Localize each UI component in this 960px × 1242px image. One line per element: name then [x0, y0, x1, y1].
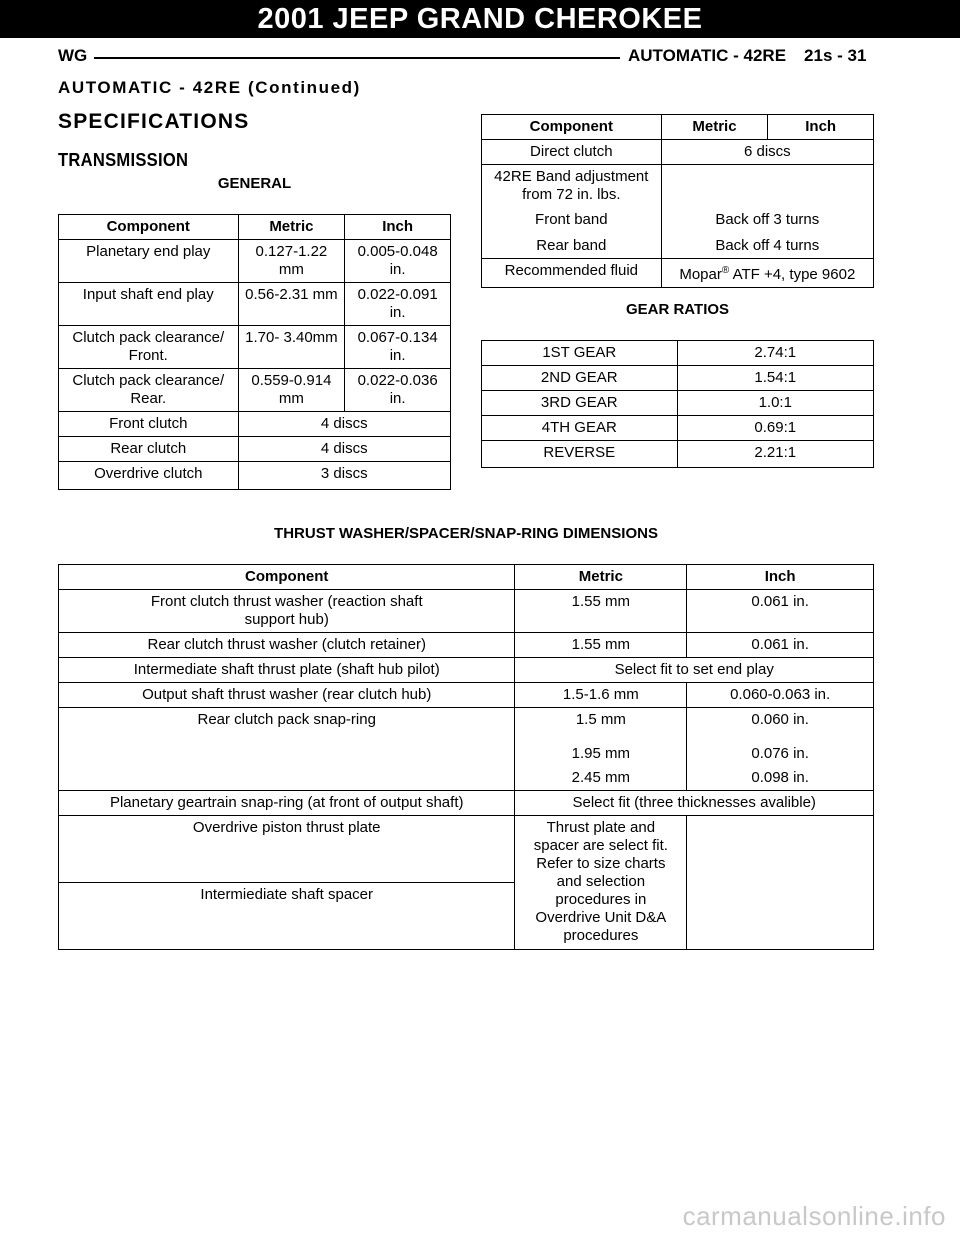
- table-row: [482, 391, 874, 416]
- cell-component: Rear clutch: [59, 437, 239, 462]
- cell-metric: 0.56-2.31 mm: [238, 283, 345, 326]
- cell-metric: 0.559-0.914 mm: [238, 369, 345, 412]
- cell-inch: 0.005-0.048 in.: [345, 240, 451, 283]
- cell-component: Front band: [482, 207, 662, 232]
- cell-inch: 0.061 in.: [687, 633, 874, 658]
- registered-mark: ®: [721, 265, 730, 276]
- cell-component: Output shaft thrust washer (rear clutch hub): [59, 683, 515, 708]
- table-row: [59, 240, 451, 283]
- thrust-table: [58, 564, 874, 950]
- cell-metric: 0.127-1.22 mm: [238, 240, 345, 283]
- cell-component: Rear band: [482, 232, 662, 259]
- general-table: [58, 214, 451, 490]
- cell-value: 3 discs: [238, 462, 450, 490]
- cell-gear: 3RD GEAR: [482, 391, 678, 416]
- table-row: [59, 658, 874, 683]
- cell-component: Overdrive piston thrust plate: [59, 816, 515, 883]
- cell-metric: 1.55 mm: [515, 633, 687, 658]
- header-component: Component: [482, 115, 662, 140]
- cell-ratio: 2.74:1: [677, 341, 873, 366]
- header-inch: Inch: [687, 565, 874, 590]
- header-section-title: AUTOMATIC - 42RE: [628, 46, 787, 65]
- watermark: carmanualsonline.info: [682, 1201, 946, 1231]
- fluid-spec: ATF +4, type 9602: [729, 266, 856, 283]
- thrust-caption: THRUST WASHER/SPACER/SNAP-RING DIMENSIONS: [274, 525, 658, 542]
- table-header-row: [59, 215, 451, 240]
- cell-gear: 4TH GEAR: [482, 416, 678, 441]
- cell-component: Clutch pack clearance/ Rear.: [59, 369, 239, 412]
- cell-component: Clutch pack clearance/ Front.: [59, 326, 239, 369]
- cell-component: Front clutch thrust washer (reaction shaft support hub): [59, 590, 515, 633]
- table-row: [59, 816, 874, 883]
- continued-heading: AUTOMATIC - 42RE (Continued): [58, 78, 361, 97]
- cell-gear: REVERSE: [482, 441, 678, 468]
- table-header-row: [482, 115, 874, 140]
- cell-metric: 1.5-1.6 mm: [515, 683, 687, 708]
- gear-ratios-caption: GEAR RATIOS: [625, 301, 730, 318]
- cell-component: Recommended fluid: [482, 259, 662, 288]
- cell-component: Direct clutch: [482, 140, 662, 165]
- section-title: SPECIFICATIONS: [58, 110, 250, 133]
- cell-value: [661, 259, 873, 288]
- table-row: [482, 259, 874, 288]
- header-component: Component: [59, 215, 239, 240]
- cell-value: Back off 4 turns: [661, 232, 873, 259]
- cell-inch: 0.022-0.091 in.: [345, 283, 451, 326]
- cell-component: Rear clutch pack snap-ring: [59, 708, 515, 791]
- cell-component: Intermediate shaft thrust plate (shaft hub pilot): [59, 658, 515, 683]
- cell-component: Planetary geartrain snap-ring (at front of output shaft): [59, 791, 515, 816]
- table-row: [482, 441, 874, 468]
- cell-component: Planetary end play: [59, 240, 239, 283]
- table-row: [59, 708, 874, 791]
- table-row: [59, 462, 451, 490]
- header-metric: Metric: [661, 115, 768, 140]
- inch-value: 0.060 in.: [751, 711, 809, 728]
- cell-metric: 1.55 mm: [515, 590, 687, 633]
- page-banner: 2001 JEEP GRAND CHEROKEE: [0, 0, 960, 38]
- inch-value: 0.076 in.: [751, 745, 809, 762]
- table-row: [59, 283, 451, 326]
- table-row: [59, 437, 451, 462]
- table-row: [59, 633, 874, 658]
- cell-empty: [687, 816, 874, 950]
- cell-metric-list: [515, 708, 687, 791]
- header-metric: Metric: [515, 565, 687, 590]
- subsection-title: TRANSMISSION: [58, 150, 189, 170]
- table-row: [482, 341, 874, 366]
- page-number: 21s - 31: [804, 46, 867, 65]
- cell-inch: 0.067-0.134 in.: [345, 326, 451, 369]
- header-inch: Inch: [768, 115, 874, 140]
- cell-value: 4 discs: [238, 437, 450, 462]
- cell-ratio: 2.21:1: [677, 441, 873, 468]
- table-row: [482, 416, 874, 441]
- cell-component: Input shaft end play: [59, 283, 239, 326]
- table-row: [482, 366, 874, 391]
- table-row: [59, 791, 874, 816]
- cell-component: Front clutch: [59, 412, 239, 437]
- table-header-row: [59, 565, 874, 590]
- cell-component: Rear clutch thrust washer (clutch retainer): [59, 633, 515, 658]
- table-row: [482, 140, 874, 165]
- cell-ratio: 0.69:1: [677, 416, 873, 441]
- header-section: [628, 46, 866, 66]
- gear-ratios-table: [481, 340, 874, 468]
- cell-inch: 0.061 in.: [687, 590, 874, 633]
- table-row: [59, 326, 451, 369]
- cell-note: Thrust plate and spacer are select fit. Refer to size charts and selection procedures in Overdrive Unit D&A procedures: [515, 816, 687, 950]
- header-metric: Metric: [238, 215, 345, 240]
- header-component: Component: [59, 565, 515, 590]
- metric-value: 1.5 mm: [575, 711, 626, 728]
- cell-ratio: 1.0:1: [677, 391, 873, 416]
- cell-inch: 0.060-0.063 in.: [687, 683, 874, 708]
- cell-inch-list: [687, 708, 874, 791]
- fluid-brand: Mopar: [679, 266, 722, 283]
- cell-component: Intermiediate shaft spacer: [59, 883, 515, 950]
- inch-value: 0.098 in.: [751, 769, 809, 786]
- cell-ratio: 1.54:1: [677, 366, 873, 391]
- table-row: [482, 165, 874, 208]
- general-continued-table: [481, 114, 874, 288]
- header-inch: Inch: [345, 215, 451, 240]
- cell-value: 6 discs: [661, 140, 873, 165]
- table-row: [482, 232, 874, 259]
- cell-component: Overdrive clutch: [59, 462, 239, 490]
- cell-component: 42RE Band adjustment from 72 in. lbs.: [482, 165, 662, 208]
- cell-value: 4 discs: [238, 412, 450, 437]
- table-row: [59, 590, 874, 633]
- table-row: [59, 683, 874, 708]
- table-row: [59, 369, 451, 412]
- header-rule: [94, 57, 620, 59]
- metric-value: 1.95 mm: [571, 745, 631, 762]
- cell-gear: 2ND GEAR: [482, 366, 678, 391]
- cell-gear: 1ST GEAR: [482, 341, 678, 366]
- cell-value: Back off 3 turns: [661, 207, 873, 232]
- metric-value: 2.45 mm: [571, 769, 631, 786]
- cell-value: Select fit to set end play: [515, 658, 874, 683]
- cell-value: Select fit (three thicknesses avalible): [515, 791, 874, 816]
- table-row: [59, 412, 451, 437]
- cell-inch: 0.022-0.036 in.: [345, 369, 451, 412]
- cell-value: [661, 165, 873, 208]
- general-caption: GENERAL: [217, 175, 292, 192]
- cell-metric: 1.70- 3.40mm: [238, 326, 345, 369]
- table-row: [482, 207, 874, 232]
- header-model-code: WG: [58, 46, 88, 65]
